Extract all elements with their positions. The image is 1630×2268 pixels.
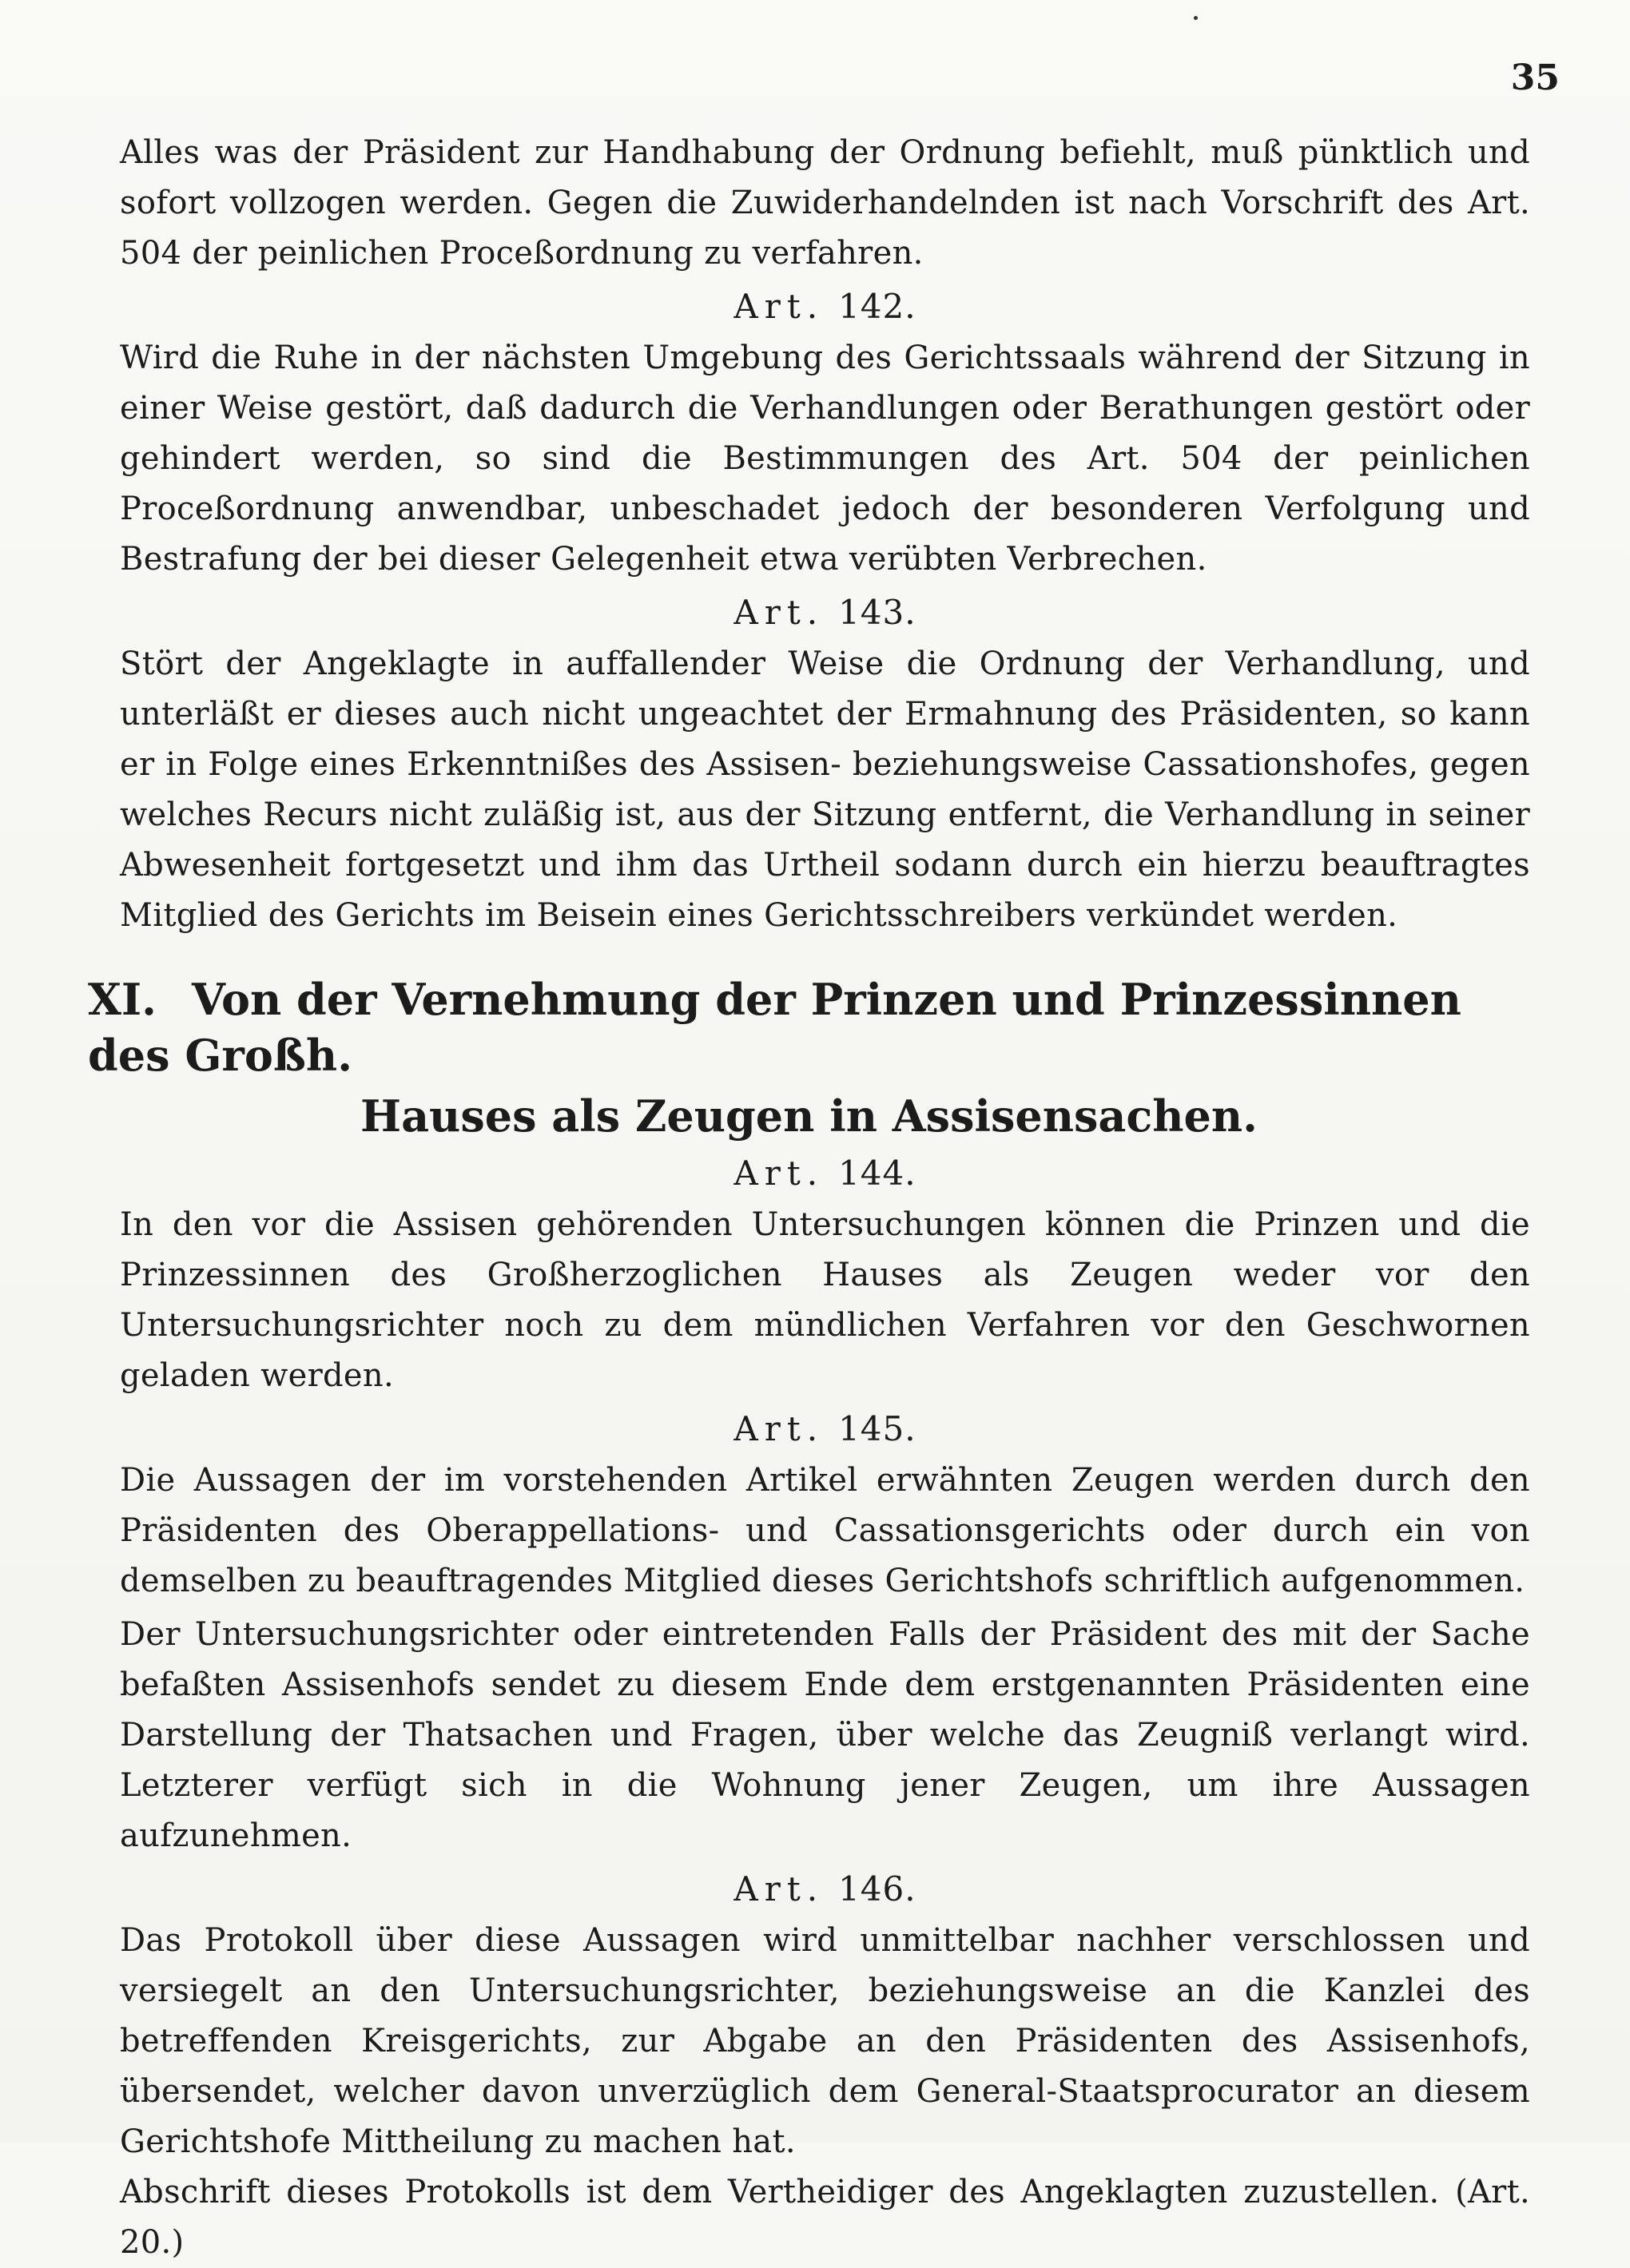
article-number: 146. [838,1869,916,1909]
article-label: Art. [734,1869,825,1909]
page-number: 35 [1510,58,1560,98]
article-heading-142 [120,282,1530,332]
article-146-text-2: Abschrift dieses Protokolls ist dem Vertheidiger des Angeklagten zuzustellen. (Art. 20.) [120,2174,1530,2261]
article-heading-145 [120,1404,1530,1454]
article-number: 144. [838,1154,916,1193]
section-number: XI. [88,974,157,1025]
article-number: 143. [838,593,916,632]
article-label: Art. [734,1154,825,1193]
article-label: Art. [734,287,825,326]
section-title-line1: Von der Vernehmung der Prinzen und Prinzessinnen des Großh. [88,974,1461,1081]
article-label: Art. [734,1409,825,1448]
article-144-text: In den vor die Assisen gehörenden Untersuchungen können die Prinzen und die Prinzessinnen des Großherzoglichen Hauses als Zeugen weder vor den Untersuchungsrichter noch zu dem mündlichen Verfahren vor den Geschwornen geladen werden. [120,1206,1530,1394]
article-heading-144 [120,1149,1530,1198]
article-heading-143 [120,588,1530,638]
ink-speck [1194,16,1198,20]
article-heading-146 [120,1865,1530,1914]
article-number: 145. [838,1409,916,1448]
section-title-line2: Hauses als Zeugen in Assisensachen. [360,1090,1258,1142]
article-145-text-1: Die Aussagen der im vorstehenden Artikel erwähnten Zeugen werden durch den Präsidenten des Oberappellations- und Cassationsgerichts oder durch ein von demselben zu beauftragendes Mitglied dieses Gerichtshofs schriftlich aufgenommen. [120,1462,1530,1599]
paragraph-ordnung: Alles was der Präsident zur Handhabung der Ordnung befiehlt, muß pünktlich und sofort vollzogen werden. Gegen die Zuwiderhandelnden ist nach Vorschrift des Art. 504 der peinlichen Proceßordnung zu verfahren. [120,134,1530,272]
section-heading-xi [88,971,1530,1144]
text-column [88,128,1530,2268]
article-145-text-2: Der Untersuchungsrichter oder eintretenden Falls der Präsident des mit der Sache befaßten Assisenhofs sendet zu diesem Ende dem erstgenannten Präsidenten eine Darstellung der Thatsachen und Fragen, über welche das Zeugniß verlangt wird. Letzterer verfügt sich in die Wohnung jener Zeugen, um ihre Aussagen aufzunehmen. [120,1616,1530,1854]
article-142-text: Wird die Ruhe in der nächsten Umgebung des Gerichtssaals während der Sitzung in einer Weise gestört, daß dadurch die Verhandlungen oder Berathungen gestört oder gehindert werden, so sind die Bestimmungen des Art. 504 der peinlichen Proceßordnung anwendbar, unbeschadet jedoch der besonderen Verfolgung und Bestrafung der bei dieser Gelegenheit etwa verübten Verbrechen. [120,340,1530,578]
article-number: 142. [838,287,916,326]
article-143-text: Stört der Angeklagte in auffallender Weise die Ordnung der Verhandlung, und unterläßt er dieses auch nicht ungeachtet der Ermahnung des Präsidenten, so kann er in Folge eines Erkenntnißes des Assisen- beziehungsweise Cassationshofes, gegen welches Recurs nicht zuläßig ist, aus der Sitzung entfernt, die Verhandlung in seiner Abwesenheit fortgesetzt und ihm das Urtheil sodann durch ein hierzu beauftragtes Mitglied des Gerichts im Beisein eines Gerichtsschreibers verkündet werden. [120,645,1530,934]
article-146-text-1: Das Protokoll über diese Aussagen wird unmittelbar nachher verschlossen und versiegelt an den Untersuchungsrichter, beziehungsweise an die Kanzlei des betreffenden Kreisgerichts, zur Abgabe an den Präsidenten des Assisenhofs, übersendet, welcher davon unverzüglich dem General-Staatsprocurator an diesem Gerichtshofe Mittheilung zu machen hat. [120,1922,1530,2160]
article-label: Art. [734,593,825,632]
